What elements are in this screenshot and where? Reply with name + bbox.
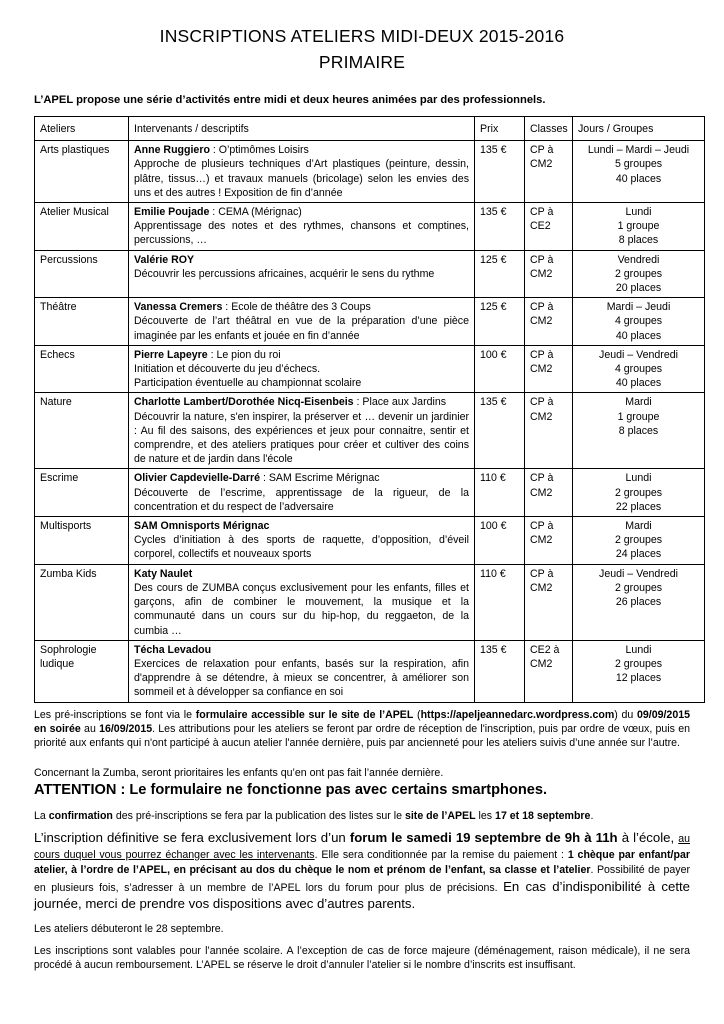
intervenant-cell xyxy=(129,564,475,640)
atelier-classes xyxy=(525,345,573,393)
schedule-days: Lundi xyxy=(625,643,652,656)
header-classes: Classes xyxy=(525,117,573,141)
schedule-groups: 2 groupes xyxy=(614,267,663,280)
text: des pré-inscriptions se fera par la publication des listes sur le xyxy=(112,810,405,822)
intervenant-cell xyxy=(129,517,475,565)
atelier-name: Zumba Kids xyxy=(35,564,129,640)
atelier-schedule xyxy=(573,517,705,565)
text: à l’école, xyxy=(617,830,679,845)
schedule-places: 12 places xyxy=(615,672,662,685)
text: La xyxy=(34,810,49,822)
intervenant-name: Técha Levadou xyxy=(134,643,212,656)
atelier-price: 100 € xyxy=(475,517,525,565)
table-row xyxy=(35,203,705,251)
atelier-schedule xyxy=(573,250,705,298)
intervenant-line xyxy=(134,567,469,581)
atelier-description: Des cours de ZUMBA conçus exclusivement pour les enfants, filles et garçons, afin de combiner le mouvement, la musique et la communauté dans un cours sur du hip-hop, du reggaeton, de la cumbia … xyxy=(134,581,469,637)
atelier-name: Arts plastiques xyxy=(35,141,129,203)
classes-from: CP à xyxy=(530,301,554,314)
text: confirmation xyxy=(48,810,113,822)
website-url[interactable]: https://apeljeannedarc.wordpress.com xyxy=(420,709,615,721)
zumba-note: Concernant la Zumba, seront prioritaires les enfants qu’en ont pas fait l’année dernière. xyxy=(34,767,444,779)
table-body xyxy=(35,141,705,702)
start-date-note: Les ateliers débuteront le 28 septembre. xyxy=(34,923,224,935)
classes-from: CP à xyxy=(530,206,554,219)
forum-date: forum le samedi 19 septembre de 9h à 11h xyxy=(349,830,618,845)
schedule-groups: 2 groupes xyxy=(614,486,663,499)
ateliers-table xyxy=(34,116,705,703)
classes-to: CM2 xyxy=(530,315,553,328)
atelier-description: Apprentissage des notes et des rythmes, chansons et comptines, percussions, … xyxy=(134,220,469,247)
intervenant-name: Olivier Capdevielle-Darré xyxy=(134,472,261,485)
schedule-groups: 1 groupe xyxy=(617,220,660,233)
schedule-places: 8 places xyxy=(618,424,659,437)
text: En cas d’indisponibilité à cette journée, merci de prendre vos dispositions avec d’autres parents. xyxy=(34,878,690,911)
text: au cours duquel vous pourrez échanger avec les intervenants xyxy=(34,833,691,861)
intervenant-cell xyxy=(129,640,475,702)
classes-from: CP à xyxy=(530,253,554,266)
table-row xyxy=(35,564,705,640)
atelier-name: Multisports xyxy=(35,517,129,565)
atelier-name: Nature xyxy=(35,393,129,469)
intervenant-line xyxy=(134,471,469,485)
atelier-classes xyxy=(525,393,573,469)
document-title: INSCRIPTIONS ATELIERS MIDI-DEUX 2015-2016 xyxy=(159,26,565,46)
intervenant-cell xyxy=(129,250,475,298)
intervenant-name: Anne Ruggiero xyxy=(134,144,210,157)
schedule-groups: 1 groupe xyxy=(617,410,660,423)
atelier-price: 135 € xyxy=(475,141,525,203)
intervenant-line xyxy=(134,300,469,314)
intervenant-line xyxy=(134,643,469,657)
intervenant-line xyxy=(134,348,469,362)
table-row xyxy=(35,640,705,702)
classes-from: CP à xyxy=(530,348,554,361)
schedule-places: 22 places xyxy=(615,500,662,513)
atelier-description: Exercices de relaxation pour enfants, basés sur la respiration, afin d'apprendre à se détendre, à mieux se concentrer, à améliorer son sommeil et à développer sa confiance en soi xyxy=(134,657,469,699)
atelier-classes xyxy=(525,564,573,640)
atelier-schedule xyxy=(573,640,705,702)
intervenant-org: : Le pion du roi xyxy=(207,348,281,361)
atelier-description: Découvrir les percussions africaines, acquérir le sens du rythme xyxy=(134,267,435,280)
classes-to: CE2 xyxy=(530,220,551,233)
intervenant-cell xyxy=(129,345,475,393)
schedule-groups: 2 groupes xyxy=(614,581,663,594)
atelier-description: Initiation et découverte du jeu d’échecs. Participation éventuelle au championnat scolaire xyxy=(134,363,362,390)
schedule-days: Mardi xyxy=(625,520,652,533)
classes-to: CM2 xyxy=(530,581,553,594)
intervenant-line xyxy=(134,253,469,267)
atelier-name: Escrime xyxy=(35,469,129,517)
schedule-places: 26 places xyxy=(615,596,662,609)
intervenant-org: : Ecole de théâtre des 3 Coups xyxy=(222,301,371,314)
document-subtitle: PRIMAIRE xyxy=(318,52,406,72)
atelier-name: Percussions xyxy=(35,250,129,298)
schedule-places: 20 places xyxy=(615,282,662,295)
intervenant-name: Valérie ROY xyxy=(134,253,195,266)
schedule-groups: 2 groupes xyxy=(614,657,663,670)
intervenant-line xyxy=(134,519,469,533)
table-row xyxy=(35,345,705,393)
atelier-price: 135 € xyxy=(475,640,525,702)
table-row xyxy=(35,469,705,517)
confirmation-paragraph xyxy=(34,809,690,823)
text: L’inscription définitive se fera exclusivement lors d’un xyxy=(34,830,350,845)
schedule-groups: 2 groupes xyxy=(614,534,663,547)
intervenant-line xyxy=(134,395,469,409)
atelier-description: Découvrir la nature, s'en inspirer, la préserver et … devenir un jardinier : Au fil des saisons, des expériences et jeux pour connaitre, sentir et comprendre, et des ateliers pratiques pour créer et cultiver des coins de nature et de jardin dans l'école xyxy=(134,410,469,466)
text: ( xyxy=(413,709,421,721)
atelier-name: Atelier Musical xyxy=(35,203,129,251)
table-row xyxy=(35,250,705,298)
text: . xyxy=(590,810,594,822)
schedule-places: 8 places xyxy=(618,234,659,247)
schedule-days: Jeudi – Vendredi xyxy=(599,348,678,361)
atelier-name: Théâtre xyxy=(35,298,129,346)
atelier-classes xyxy=(525,203,573,251)
classes-from: CP à xyxy=(530,144,554,157)
intervenant-line xyxy=(134,143,469,157)
atelier-description: Découverte de l’art théâtral en vue de la préparation d’une pièce imaginée par les enfants et jouée en fin d’année xyxy=(134,315,469,342)
classes-to: CM2 xyxy=(530,410,553,423)
atelier-schedule xyxy=(573,298,705,346)
classes-to: CM2 xyxy=(530,363,553,376)
atelier-price: 125 € xyxy=(475,250,525,298)
text: ) du xyxy=(614,709,637,721)
table-row xyxy=(35,393,705,469)
header-jours: Jours / Groupes xyxy=(573,117,705,141)
text: . Possibilité de payer en plusieurs fois, s’adresser à un membre de l’APEL lors du forum pour plus de précisions. xyxy=(34,864,691,894)
table-row xyxy=(35,141,705,203)
schedule-days: Lundi xyxy=(625,206,652,219)
atelier-schedule xyxy=(573,203,705,251)
table-row xyxy=(35,517,705,565)
classes-from: CP à xyxy=(530,472,554,485)
intervenant-name: Charlotte Lambert/Dorothée Nicq-Eisenbeis xyxy=(134,396,354,409)
classes-from: CP à xyxy=(530,396,554,409)
atelier-price: 125 € xyxy=(475,298,525,346)
text: . Elle sera conditionnée par la remise du paiement : xyxy=(314,848,568,861)
intervenant-name: Pierre Lapeyre xyxy=(134,348,208,361)
attention-notice: ATTENTION : Le formulaire ne fonctionne pas avec certains smartphones. xyxy=(34,782,548,798)
intervenant-name: Emilie Poujade xyxy=(134,206,210,219)
atelier-description: Approche de plusieurs techniques d’Art plastiques (peinture, dessin, plâtre, tissus…) et travaux manuels (bricolage) selon les envies des uns et des autres ! Exposition de fin d’année xyxy=(134,158,469,199)
schedule-days: Mardi xyxy=(625,396,652,409)
atelier-schedule xyxy=(573,469,705,517)
atelier-classes xyxy=(525,298,573,346)
atelier-description: Cycles d’initiation à des sports de raquette, d’opposition, d’éveil corporel, collectifs et nouveaux sports xyxy=(134,534,469,561)
intervenant-org: : SAM Escrime Mérignac xyxy=(260,472,380,485)
table-header-row xyxy=(35,117,705,141)
text: Les pré-inscriptions se font via le xyxy=(34,709,196,721)
atelier-schedule xyxy=(573,141,705,203)
intervenant-cell xyxy=(129,203,475,251)
schedule-groups: 4 groupes xyxy=(614,315,663,328)
preinscription-paragraph xyxy=(34,708,690,751)
schedule-groups: 4 groupes xyxy=(614,363,663,376)
schedule-days: Mardi – Jeudi xyxy=(606,301,671,314)
atelier-price: 110 € xyxy=(475,469,525,517)
payment-instructions: 1 chèque par enfant/par atelier, à l’ordre de l’APEL, en précisant au dos du chèque le nom et prénom de l’enfant, sa classe et l’atelier xyxy=(34,848,690,876)
intervenant-name: Vanessa Cremers xyxy=(134,301,223,314)
text: site de l’APEL xyxy=(404,810,476,822)
atelier-name: Echecs xyxy=(35,345,129,393)
schedule-places: 40 places xyxy=(615,172,662,185)
header-intervenants: Intervenants / descriptifs xyxy=(129,117,475,141)
atelier-price: 135 € xyxy=(475,203,525,251)
text: au xyxy=(80,723,100,736)
atelier-classes xyxy=(525,250,573,298)
schedule-days: Lundi – Mardi – Jeudi xyxy=(587,144,690,157)
start-date: 09/09/2015 en soirée xyxy=(34,709,690,736)
intervenant-name: SAM Omnisports Mérignac xyxy=(134,520,270,533)
intervenant-cell xyxy=(129,141,475,203)
intervenant-name: Katy Naulet xyxy=(134,567,193,580)
text: . Les attributions pour les ateliers se feront par ordre de réception de l'inscription, puis par ordre de vœux, puis en priorité aux enfants qui n'ont participé à aucun atelier l'année dernière, puis par ancienneté pour les ateliers suivis d’une année sur l’autre. xyxy=(34,723,690,750)
intervenant-line xyxy=(134,205,469,219)
atelier-schedule xyxy=(573,393,705,469)
header-ateliers: Ateliers xyxy=(35,117,129,141)
intervenant-org: : CEMA (Mérignac) xyxy=(209,206,302,219)
classes-to: CM2 xyxy=(530,267,553,280)
atelier-classes xyxy=(525,517,573,565)
classes-to: CM2 xyxy=(530,158,553,171)
inscription-paragraph xyxy=(34,830,690,914)
atelier-schedule xyxy=(573,345,705,393)
schedule-days: Lundi xyxy=(625,472,652,485)
schedule-days: Jeudi – Vendredi xyxy=(599,567,678,580)
intervenant-cell xyxy=(129,298,475,346)
table-row xyxy=(35,298,705,346)
atelier-price: 110 € xyxy=(475,564,525,640)
atelier-schedule xyxy=(573,564,705,640)
atelier-description: Découverte de l’escrime, apprentissage de la rigueur, de la concentration et du respect de l’adversaire xyxy=(134,486,469,513)
intervenant-org: : Place aux Jardins xyxy=(353,396,447,409)
text: les xyxy=(475,810,496,822)
atelier-price: 100 € xyxy=(475,345,525,393)
atelier-classes xyxy=(525,141,573,203)
intervenant-cell xyxy=(129,393,475,469)
header-prix: Prix xyxy=(475,117,525,141)
atelier-price: 135 € xyxy=(475,393,525,469)
validity-paragraph: Les inscriptions sont valables pour l’année scolaire. A l’exception de cas de force majeure (déménagement, raison médicale), il ne sera procédé à aucun remboursement. L’APEL se réserve le droit d’annuler l’atelier si le nombre d’inscrits est insuffisant. xyxy=(34,945,690,972)
classes-from: CP à xyxy=(530,520,554,533)
intervenant-cell xyxy=(129,469,475,517)
form-link-text: formulaire accessible sur le site de l’APEL xyxy=(195,709,414,721)
classes-to: CM2 xyxy=(530,657,553,670)
classes-from: CP à xyxy=(530,567,554,580)
atelier-classes xyxy=(525,640,573,702)
text: 17 et 18 septembre xyxy=(495,810,591,822)
atelier-name: Sophrologie ludique xyxy=(35,640,129,702)
classes-to: CM2 xyxy=(530,534,553,547)
schedule-places: 24 places xyxy=(615,548,662,561)
intro-text: L’APEL propose une série d’activités entre midi et deux heures animées par des professionnels. xyxy=(34,94,546,106)
schedule-places: 40 places xyxy=(615,377,662,390)
classes-from: CE2 à xyxy=(530,643,560,656)
schedule-days: Vendredi xyxy=(617,253,660,266)
atelier-classes xyxy=(525,469,573,517)
classes-to: CM2 xyxy=(530,486,553,499)
schedule-places: 40 places xyxy=(615,329,662,342)
schedule-groups: 5 groupes xyxy=(614,158,663,171)
end-date: 16/09/2015 xyxy=(99,723,153,736)
intervenant-org: : O’ptimômes Loisirs xyxy=(209,144,309,157)
